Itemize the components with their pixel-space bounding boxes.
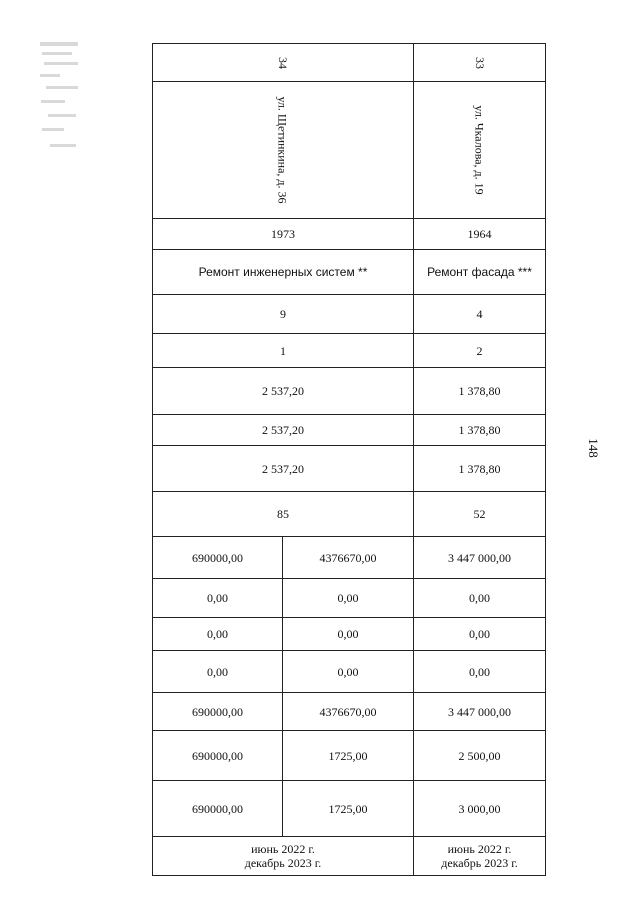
row-deadline [153,837,546,876]
left-deadline-end: декабрь 2023 г. [244,856,322,870]
cost-cell: 4376670,00 [283,537,414,579]
cost-cell: 1725,00 [283,781,414,837]
right-area-residential: 1 378,80 [414,415,546,446]
cost-cell: 0,00 [283,618,414,651]
right-floors: 4 [414,295,546,334]
row-residents [153,492,546,537]
cost-cell: 0,00 [153,579,283,618]
row-area-total [153,368,546,415]
row-area-residential [153,415,546,446]
right-deadline-end: декабрь 2023 г. [441,856,518,870]
cost-row [153,579,546,618]
data-table [152,43,546,876]
left-residents: 85 [153,492,414,537]
left-entrances: 1 [153,334,414,368]
left-floors: 9 [153,295,414,334]
left-deadline [153,837,414,876]
row-address [153,82,546,219]
right-deadline-start: июнь 2022 г. [447,842,512,856]
left-area-total: 2 537,20 [153,368,414,415]
right-deadline [414,837,546,876]
cost-cell: 0,00 [414,579,546,618]
row-work-type [153,250,546,295]
right-year: 1964 [414,219,546,250]
right-residents: 52 [414,492,546,537]
row-year [153,219,546,250]
cost-cell: 3 447 000,00 [414,537,546,579]
row-area-owned [153,446,546,492]
left-area-residential: 2 537,20 [153,415,414,446]
cost-cell: 690000,00 [153,731,283,781]
cost-cell: 3 447 000,00 [414,693,546,731]
cost-cell: 0,00 [283,651,414,693]
cost-cell: 3 000,00 [414,781,546,837]
right-work-type: Ремонт фасада *** [414,250,546,295]
left-address: ул. Щетинкина, д. 36 [276,96,290,204]
right-area-total: 1 378,80 [414,368,546,415]
cost-row [153,781,546,837]
left-work-type: Ремонт инженерных систем ** [153,250,414,295]
row-floors [153,295,546,334]
cost-cell: 690000,00 [153,781,283,837]
cost-cell: 690000,00 [153,693,283,731]
cost-cell: 0,00 [283,579,414,618]
left-year: 1973 [153,219,414,250]
row-number [153,44,546,82]
cost-row [153,731,546,781]
cost-cell: 0,00 [414,651,546,693]
cost-cell: 0,00 [153,651,283,693]
right-number: 33 [472,56,487,69]
cost-cell: 0,00 [414,618,546,651]
left-area-owned: 2 537,20 [153,446,414,492]
cost-cell: 0,00 [153,618,283,651]
right-entrances: 2 [414,334,546,368]
left-deadline-start: июнь 2022 г. [251,842,315,856]
cost-cell: 4376670,00 [283,693,414,731]
cost-row [153,651,546,693]
right-address: ул. Чкалова, д. 19 [472,105,487,195]
right-area-owned: 1 378,80 [414,446,546,492]
page-number: 148 [585,438,601,458]
cost-cell: 690000,00 [153,537,283,579]
cost-row [153,693,546,731]
cost-cell: 2 500,00 [414,731,546,781]
scan-artifact [38,40,80,155]
cost-cell: 1725,00 [283,731,414,781]
cost-row [153,537,546,579]
row-entrances [153,334,546,368]
left-number: 34 [276,56,290,69]
cost-row [153,618,546,651]
